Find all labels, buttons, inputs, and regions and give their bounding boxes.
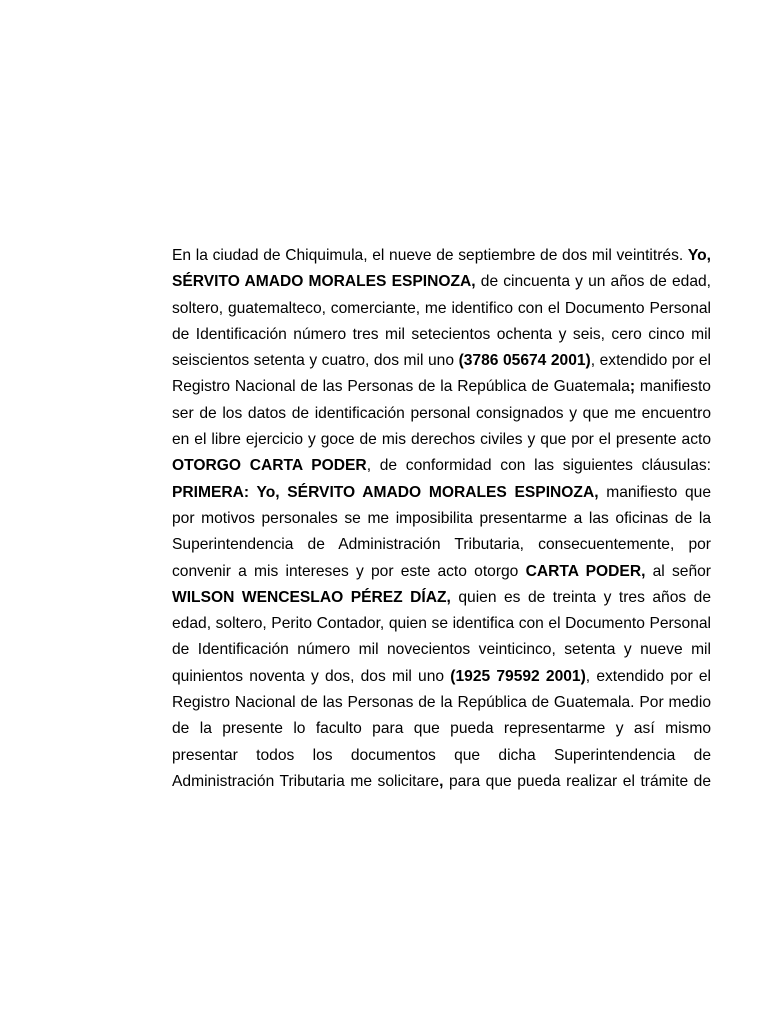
text-run: , extendido por el Registro Nacional de las Personas de la República de Guatemala [172,352,711,396]
text-run: manifiesto que por motivos personales se me imposibilita presentarme a las oficinas de la Superintendencia de Administración Tributaria, consecuentemente, por convenir a mis intereses y por este acto otorgo [172,483,711,580]
bold-text-run: OTORGO CARTA PODER [172,457,367,475]
text-run: En la ciudad de Chiquimula, el nueve de septiembre de dos mil veintitrés. [172,247,688,264]
bold-text-run: , [439,772,444,790]
bold-text-run: WILSON WENCESLAO PÉREZ DÍAZ, [172,588,451,606]
text-run: para que pueda realizar el trámite de [443,772,711,790]
text-run: manifiesto ser de los datos de identificación personal consignados y que me encuentro en el libre ejercicio y goce de mis derechos civiles y que por el presente acto [172,378,711,449]
text-run: al señor [645,562,711,580]
bold-text-run: PRIMERA: Yo, SÉRVITO AMADO MORALES ESPINOZA, [172,483,599,501]
text-run: de cincuenta y un años de edad, soltero, guatemalteco, comerciante, me identifico con el Documento Personal de Identificación número tres mil setecientos ochenta y seis, cero cinco mil seiscientos setenta y cuatro, dos mil uno [172,273,712,370]
bold-text-run: Yo, SÉRVITO AMADO MORALES ESPINOZA, [172,247,711,291]
bold-text-run: ; [629,378,636,396]
text-run: , extendido por el Registro Nacional de las Personas de la República de Guatemala. Por medio de la presente lo faculto para que pueda representarme y así mismo presentar todos los documentos que dicha Superintendencia de Administración Tributaria me solicitare [172,667,712,790]
bold-text-run: (1925 79592 2001) [450,667,586,685]
bold-text-run: (3786 05674 2001) [458,352,591,370]
bold-text-run: CARTA PODER, [525,562,646,580]
text-run: , de conformidad con las siguientes cláusulas: [366,457,711,475]
body-paragraph [172,243,711,795]
text-run: quien es de treinta y tres años de edad, soltero, Perito Contador, quien se identifica con el Documento Personal de Identificación número mil novecientos veinticinco, setenta y nueve mil quinientos noventa y dos, dos mil uno [172,588,711,685]
